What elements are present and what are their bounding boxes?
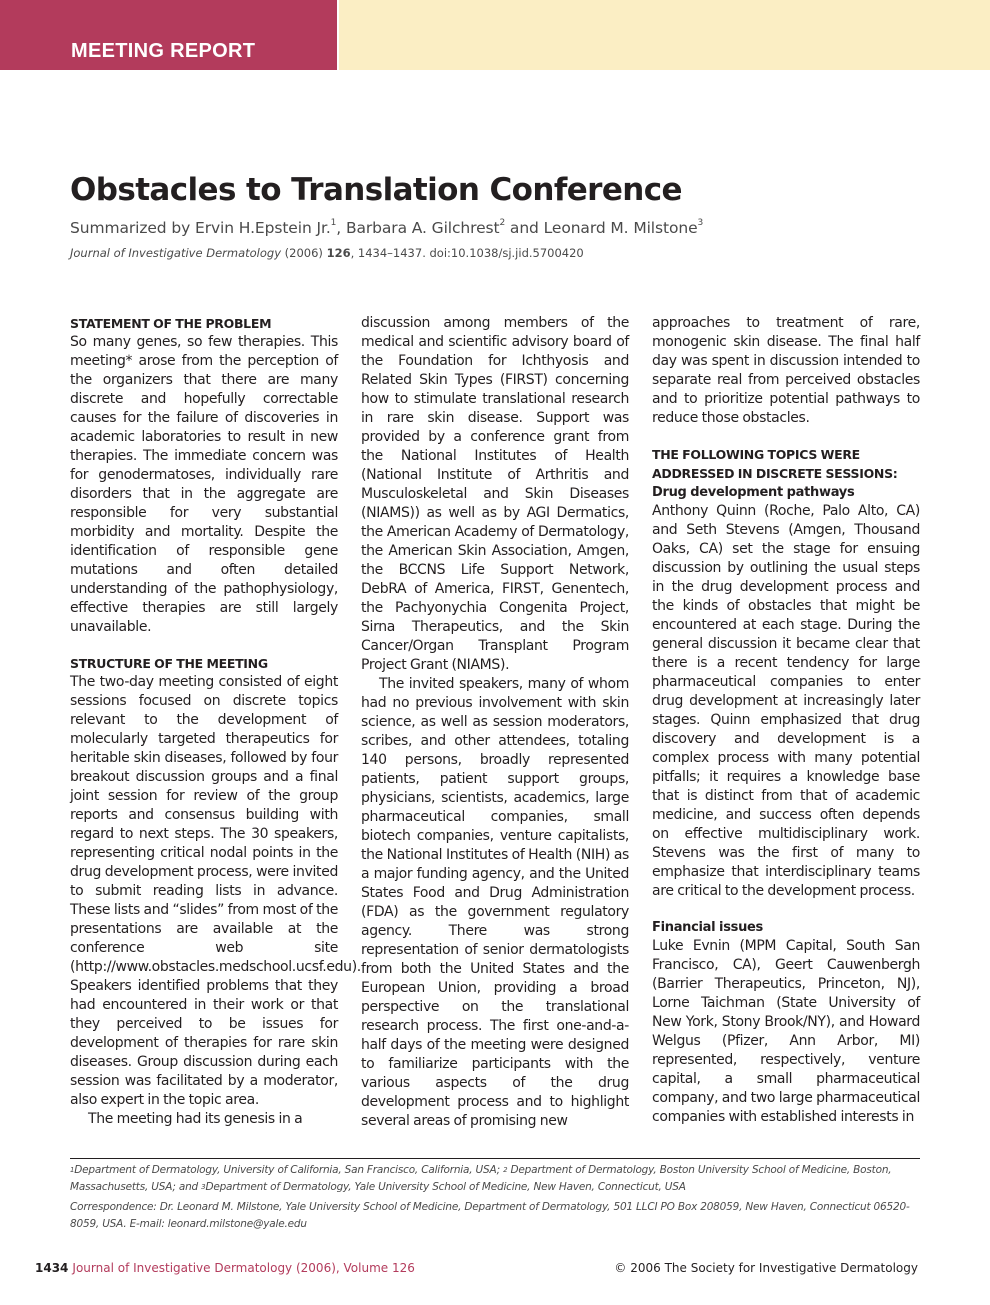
footnote-divider — [70, 1158, 920, 1159]
citation-journal: Journal of Investigative Dermatology — [70, 246, 282, 260]
affiliation-marker: 2 — [503, 1166, 508, 1174]
author-separator: and — [505, 219, 544, 237]
affiliation-marker: 1 — [70, 1166, 75, 1174]
page-footer-left — [35, 1261, 415, 1275]
paragraph: Anthony Quinn (Roche, Palo Alto, CA) and Seth Stevens (Amgen, Thousand Oaks, CA) set the stage for ensuing discussion by outlining the usual steps in the drug development process and the kinds of obstacles that might be encountered at each stage. During the general discussion it became clear that there is a recent tendency for large pharmaceutical companies to enter drug development at increasingly later stages. Quinn emphasized that drug discovery and development is a complex process with many potential pitfalls; it requires a knowledge base that is distinct from that of academic medicine, and success often depends on effective multidisciplinary work. Stevens was the first of many to emphasize that interdisciplinary teams are critical to the development process. — [652, 503, 920, 899]
section-heading: STATEMENT OF THE PROBLEM — [70, 316, 272, 331]
citation-pages-doi: , 1434–1437. doi:10.1038/sj.jid.5700420 — [350, 246, 584, 260]
text-column-1 — [70, 314, 361, 1129]
section-heading: STRUCTURE OF THE MEETING — [70, 656, 268, 671]
affiliation-marker: 3 — [201, 1182, 206, 1191]
paragraph: Luke Evnin (MPM Capital, South San Francisco, CA), Geert Cauwenbergh (Barrier Therapeutics, Princeton, NJ), Lorne Taichman (State University of New York, Stony Brook/NY), and Howard Welgus (Pfizer, Ann Arbor, MI) represented, respectively, venture capital, a small pharmaceutical company, and two large pharmaceutical companies with established interests in — [652, 938, 920, 1125]
subsection-heading: Financial issues — [652, 920, 763, 935]
subsection-heading: Drug development pathways — [652, 485, 855, 500]
citation-year: (2006) — [281, 246, 327, 260]
section-label: MEETING REPORT — [71, 40, 256, 62]
paragraph: The invited speakers, many of whom had no previous involvement with skin science, as well as session moderators, scribes, and other attendees, totaling 140 persons, broadly represented patients, patient support groups, physicians, scientists, academics, large pharmaceutical companies, small biotech companies, venture capitalists, the National Institutes of Health (NIH) as a major funding agency, and the United States Food and Drug Administration (FDA) as the government regulatory agency. There was strong representation of senior dermatologists from both the United States and the European Union, providing a broad perspective on the translational research process. The first one-and-a-half days of the meeting were designed to familiarize participants with the various aspects of the drug development process and to highlight several areas of promising new — [361, 676, 629, 1129]
author-separator: , — [336, 219, 346, 237]
paragraph: The meeting had its genesis in a — [88, 1111, 303, 1127]
text-column-3 — [652, 314, 920, 1127]
affiliation-marker: 3 — [697, 218, 704, 228]
author-name: Barbara A. Gilchrest — [345, 219, 500, 237]
affiliation-text: Department of Dermatology, Yale University School of Medicine, New Haven, Connecticut, USA — [205, 1180, 686, 1193]
affiliation-text: Department of Dermatology, University of California, San Francisco, California, USA; — [74, 1164, 504, 1176]
paragraph: The two-day meeting consisted of eight sessions focused on discrete topics relevant to the development of molecularly targeted therapeutics for heritable skin diseases, followed by four breakout discussion groups and a final joint session for review of the group reports and consensus building with regard to next steps. The 30 speakers, representing critical nodal points in the drug development process, were invited to submit reading lists in advance. These lists and “slides” from most of the presentations are available at the conference web site (http://www.obstacles.medschool.ucsf.edu). Speakers identified problems that they had encountered in their work or that they perceived to be issues for development of therapies for rare skin diseases. Group discussion during each session was facilitated by a moderator, also expert in the topic area. — [70, 674, 361, 1108]
paragraph: discussion among members of the medical and scientific advisory board of the Foundation for Ichthyosis and Related Skin Types (FIRST) concerning how to stimulate translational research in rare skin disease. Support was provided by a conference grant from the National Institutes of Health (National Institute of Arthritis and Musculoskeletal and Skin Diseases (NIAMS)) as well as by AGI Dermatics, the American Academy of Dermatology, the American Skin Association, Amgen, the BCCNS Life Support Network, DebRA of America, FIRST, Genentech, the Pachyonychia Congenita Project, Sirna Therapeutics, and the Skin Cancer/Organ Transplant Program Project Grant (NIAMS). — [361, 315, 629, 673]
footer-copyright: © 2006 The Society for Investigative Dermatology — [614, 1261, 918, 1275]
section-heading: THE FOLLOWING TOPICS WERE ADDRESSED IN DISCRETE SESSIONS: — [652, 447, 898, 481]
author-name: Ervin H.Epstein Jr. — [195, 219, 331, 237]
affiliation-marker: 2 — [499, 218, 506, 228]
affiliations — [70, 1162, 920, 1195]
citation-line — [70, 246, 584, 260]
banner-accent — [339, 0, 990, 70]
author-name: Leonard M. Milstone — [543, 219, 698, 237]
footer-journal: Journal of Investigative Dermatology (2006), Volume 126 — [72, 1261, 415, 1275]
page-number: 1434 — [35, 1261, 69, 1275]
affiliation-marker: 1 — [330, 218, 337, 228]
affiliation-text: Department of Dermatology, Boston University School of Medicine, Boston, Massachusetts, USA; and — [70, 1164, 892, 1193]
citation-volume: 126 — [326, 246, 351, 260]
authors-prefix: Summarized by — [70, 219, 196, 237]
article-title: Obstacles to Translation Conference — [70, 172, 682, 208]
author-line — [70, 219, 703, 237]
correspondence: Correspondence: Dr. Leonard M. Milstone, Yale University School of Medicine, Department of Dermatology, 501 LLCI PO Box 208059, New Haven, Connecticut 06520-8059, USA. E-mail: leonard.milstone@yale.edu — [70, 1201, 910, 1230]
paragraph: approaches to treatment of rare, monogenic skin disease. The final half day was spent in discussion intended to separate real from perceived obstacles and to prioritize potential pathways to reduce those obstacles. — [652, 315, 920, 426]
paragraph: So many genes, so few therapies. This meeting* arose from the perception of the organizers that there are many discrete and hopefully correctable causes for the failure of discoveries in academic laboratories to result in new therapies. The immediate concern was for genodermatoses, individually rare disorders that in the aggregate are responsible for very substantial morbidity and mortality. Despite the identification of responsible gene mutations and often detailed understanding of the pathophysiology, effective therapies are still largely unavailable. — [70, 334, 338, 635]
footnotes — [70, 1162, 920, 1232]
text-column-2 — [361, 314, 629, 1131]
